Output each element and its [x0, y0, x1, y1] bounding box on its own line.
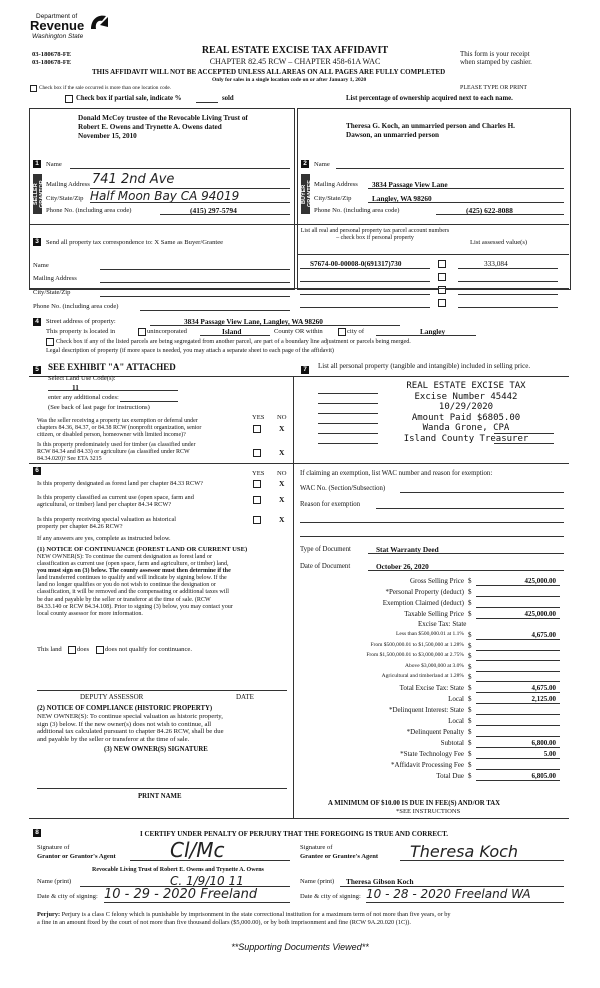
sold-label: sold	[222, 95, 234, 102]
calc-row	[300, 727, 564, 738]
calc-row	[300, 609, 564, 620]
calc-currency: $	[468, 652, 472, 661]
s6-q2-line1: Is this property classified as current use (open space, farm and	[37, 494, 194, 501]
section-6-divider	[29, 463, 569, 464]
calc-row	[300, 630, 564, 641]
section-7-number: 7	[301, 366, 309, 374]
calc-currency: $	[468, 738, 472, 747]
s6-q1: Is this property designated as forest land per chapter 84.33 RCW?	[37, 480, 203, 487]
seller-city-value[interactable]: Half Moon Bay CA 94019	[90, 189, 240, 203]
multi-location-label: Check box if the sale occurred is more than one location code.	[39, 85, 172, 91]
buyer-name-line1: Theresa G. Koch, an unmarried person and Charles H.	[346, 122, 515, 130]
calc-currency: $	[468, 716, 472, 725]
buyer-name-label: Name	[314, 161, 330, 168]
calc-row-label: From $1,500,000.01 to $3,000,000 at 2.75%	[366, 652, 464, 659]
grantor-signature[interactable]: Cl/Mc	[170, 838, 225, 862]
calc-currency: $	[468, 610, 472, 618]
perjury-text-2: a fine in an amount fixed by the court of not more than five thousand dollars ($5,000.00), or by both imprisonment and fine (RCW 9A.20.020 (1C)).	[37, 919, 411, 926]
s6-q3-line2: property per chapter 84.26 RCW?	[37, 523, 123, 530]
calc-currency: $	[468, 727, 472, 736]
print-note: PLEASE TYPE OR PRINT	[460, 85, 528, 91]
multi-location-checkbox[interactable]	[30, 85, 37, 92]
notice1-title: (1) NOTICE OF CONTINUANCE (FOREST LAND OR CURRENT USE)	[37, 546, 248, 553]
stamp-line-4: Amount Paid $6805.00	[411, 412, 521, 423]
parcel-4-personal-checkbox[interactable]	[438, 299, 446, 307]
receipt-note-2: when stamped by cashier.	[460, 58, 532, 66]
see-instructions: *SEE INSTRUCTIONS	[396, 808, 461, 815]
not-qualify-label: does not qualify for continuance.	[105, 646, 192, 653]
calc-row	[300, 716, 564, 727]
receipt-note-1: This form is your receipt	[460, 50, 530, 58]
minimum-note: A MINIMUM OF $10.00 IS DUE IN FEE(S) AND/OR TAX	[328, 800, 501, 807]
calc-currency: $	[468, 662, 472, 671]
s5-q2-line1: Is this property predominately used for timber (as classified under	[37, 442, 196, 448]
calc-currency: $	[468, 588, 472, 596]
grantor-date-label: Date & city of signing:	[37, 893, 98, 900]
perjury-label: Perjury:	[37, 911, 61, 918]
stamp-line-2: Excise Number 45442	[414, 391, 518, 402]
tax-calc-table	[300, 576, 564, 782]
section-2-number: 2	[301, 160, 309, 168]
pp-line-4	[318, 423, 378, 424]
grantor-date-city[interactable]: 10 - 29 - 2020 Freeland	[104, 887, 258, 902]
s6-q1-no-mark[interactable]: X	[279, 479, 285, 488]
section-3-number: 3	[33, 238, 41, 246]
street-underline	[150, 325, 400, 326]
calc-row-label: Above $3,000,000 at 3.0%	[405, 662, 464, 669]
calc-row-label: Taxable Selling Price	[404, 610, 464, 618]
notice1-body	[37, 554, 233, 618]
calc-currency: $	[468, 641, 472, 650]
s6-if-yes: If any answers are yes, complete as instructed below.	[37, 535, 171, 542]
notice2-title: (2) NOTICE OF COMPLIANCE (HISTORIC PROPERTY)	[37, 705, 213, 712]
s5-no-header: NO	[277, 414, 287, 421]
treasurer-stamp	[378, 381, 554, 444]
reason-field-3[interactable]	[300, 536, 564, 537]
assessed-field-4[interactable]	[458, 307, 558, 308]
calc-row-value[interactable]: 6,805.00	[531, 771, 556, 780]
deputy-signature-line[interactable]	[37, 690, 287, 691]
buyer-phone-underline	[436, 214, 564, 215]
supporting-docs: **Supporting Documents Viewed**	[231, 942, 369, 952]
section3-city-label: City/State/Zip	[33, 289, 71, 296]
calc-row-value[interactable]: 5.00	[543, 749, 556, 758]
new-owner-signature-line[interactable]	[37, 788, 287, 789]
calc-currency: $	[468, 749, 472, 758]
calc-row-label: *Affidavit Processing Fee	[391, 760, 464, 769]
calc-row-label: Gross Selling Price	[409, 577, 464, 585]
county-underline	[200, 335, 270, 336]
grantee-date-label: Date & city of signing:	[300, 893, 361, 900]
buyer-name-line2: Dawson, an unmarried person	[346, 131, 440, 139]
section-8-number: 8	[33, 829, 41, 837]
notice2-line: NEW OWNER(S): To continue special valuation as historic property,	[37, 713, 223, 720]
buyer-city-underline	[368, 202, 564, 203]
wac-field[interactable]	[400, 492, 564, 493]
s5-yes-header: YES	[252, 414, 265, 421]
calc-row-label: *Delinquent Interest: State	[388, 705, 464, 714]
section3-phone-label: Phone No. (including area code)	[33, 303, 119, 310]
middle-divider	[293, 376, 294, 818]
dept-line2: Revenue	[30, 18, 85, 33]
reason-field-1[interactable]	[376, 508, 564, 509]
stamp-line-3: 10/29/2020	[438, 402, 494, 412]
calc-row	[300, 760, 564, 771]
code-1: 03-180678-FE	[32, 51, 72, 58]
unincorporated-label: unincorporated	[147, 328, 187, 335]
seller-city-underline	[90, 202, 290, 203]
section-8-divider	[29, 818, 569, 819]
notice2-line: sign (3) below. If the new owner(s) does not wish to continue, all	[37, 720, 212, 728]
page-title: REAL ESTATE EXCISE TAX AFFIDAVIT	[201, 45, 389, 56]
section-4-number: 4	[33, 318, 41, 326]
certify-text: I CERTIFY UNDER PENALTY OF PERJURY THAT THE FOREGOING IS TRUE AND CORRECT.	[140, 830, 449, 838]
s5-q2-yes-checkbox[interactable]	[253, 449, 261, 457]
notice2-line: additional tax calculated pursuant to chapter 84.26 RCW, shall be due	[37, 728, 224, 736]
notice1-line: 84.33.140 or RCW 84.34.108). Prior to signing (3) below, you may contact your	[37, 603, 233, 610]
parcel-field-2[interactable]	[300, 281, 430, 282]
s5-q1-no-mark[interactable]: X	[279, 424, 285, 433]
assessed-field-3[interactable]	[458, 294, 558, 295]
s5-q2-no-mark[interactable]: X	[279, 448, 285, 457]
parcel-field-3[interactable]	[300, 294, 430, 295]
partial-sale-checkbox[interactable]	[65, 95, 73, 103]
dept-line1: Department of	[36, 13, 78, 20]
s6-q2-line2: agricultural, or timber) land per chapter 84.34 RCW?	[37, 501, 172, 508]
list-percentage-note: List percentage of ownership acquired next to each name.	[346, 95, 513, 102]
section-4-divider	[29, 288, 569, 289]
pp-line-1	[318, 393, 378, 394]
calc-currency: $	[468, 631, 472, 639]
notice-line: THIS AFFIDAVIT WILL NOT BE ACCEPTED UNLESS ALL AREAS ON ALL PAGES ARE FULLY COMPLETED	[92, 68, 446, 76]
s5-q2-line3: 84.34.020)? See ETA 3215	[37, 456, 102, 462]
grantee-print-label: Name (print)	[300, 878, 335, 885]
county-value[interactable]: Island	[222, 327, 242, 336]
calc-row-label: Exemption Claimed (deduct)	[382, 599, 464, 607]
pp-line-3	[318, 413, 378, 414]
calc-currency: $	[468, 599, 472, 607]
notice2-line: and payable by the seller or transferor at the time of sale.	[37, 735, 190, 743]
city-of-label: city of	[347, 328, 365, 335]
section3-mailing-label: Mailing Address	[33, 275, 77, 282]
street-value[interactable]: 3834 Passage View Lane, Langley, WA 98260	[184, 317, 323, 326]
city-underline	[376, 335, 476, 336]
notice2-body	[37, 713, 224, 743]
section3-name-field[interactable]	[100, 269, 290, 270]
land-does-checkbox[interactable]	[68, 646, 76, 654]
calc-currency: $	[468, 771, 472, 780]
buyer-mailing-underline	[368, 188, 564, 189]
dor-logo-icon	[88, 13, 110, 33]
buyer-side-label: BUYER GRANTEE	[301, 174, 310, 214]
s5-q1-line3: citizen, or disabled person, homeowner with limited income)?	[37, 432, 186, 438]
wac-label: WAC No. (Section/Subsection)	[300, 485, 386, 492]
doc-type-value[interactable]: Stat Warranty Deed	[376, 545, 439, 554]
additional-codes-field[interactable]	[120, 401, 178, 402]
section3-city-field[interactable]	[100, 296, 290, 297]
street-label: Street address of property:	[46, 318, 116, 325]
code-2: 03-180678-FE	[32, 59, 72, 66]
calc-row-value[interactable]: 425,000.00	[524, 610, 556, 618]
pp-line-5	[318, 433, 378, 434]
exhibit-text: SEE EXHIBIT "A" ATTACHED	[48, 362, 176, 372]
partial-sale-percent-field[interactable]	[196, 102, 218, 103]
calc-row	[300, 771, 564, 782]
pp-line-2	[318, 403, 378, 404]
calc-row	[300, 641, 564, 652]
calc-row-label: Local	[448, 716, 464, 725]
calc-row	[300, 683, 564, 694]
code-underline	[48, 390, 178, 391]
seller-mailing-label: Mailing Address	[46, 181, 90, 188]
doc-date-value[interactable]: October 26, 2020	[376, 562, 429, 571]
s6-q2-no-mark[interactable]: X	[279, 495, 285, 504]
buyer-name-underline	[336, 168, 564, 169]
doc-type-label: Type of Document	[300, 546, 351, 553]
pp-line-6r	[494, 443, 554, 444]
grantor-sig-underline	[130, 860, 290, 861]
parcel-field-4[interactable]	[300, 307, 430, 308]
calc-row-label: *Personal Property (deduct)	[385, 588, 464, 596]
assessed-field-2[interactable]	[458, 281, 558, 282]
grantee-signature[interactable]: Theresa Koch	[410, 842, 519, 861]
county-or-label: County OR within	[274, 328, 323, 335]
calc-row-label: Subtotal	[440, 738, 464, 747]
notice1-line: classification, it will be removed and the compensating or additional taxes will	[37, 589, 229, 596]
see-back-label: (See back of last page for instructions)	[48, 404, 150, 411]
calc-row-label: Agricultural and timberland at 1.28%	[381, 673, 464, 680]
calc-currency: $	[468, 705, 472, 714]
grantee-date-underline	[366, 902, 564, 903]
parcel-number[interactable]: S7674-00-00008-0(691317)730	[310, 260, 402, 268]
calc-row-label: *State Technology Fee	[400, 749, 464, 758]
s6-q3-line1: Is this property receiving special valuation as historical	[37, 516, 177, 523]
buyer-mailing-label: Mailing Address	[314, 181, 358, 188]
calc-row	[300, 651, 564, 662]
notice1-line: you must sign on (3) below. The county assessor must then determine if the	[37, 568, 231, 575]
reason-field-2[interactable]	[300, 522, 564, 523]
seller-phone-value[interactable]: (415) 297-5794	[190, 206, 237, 215]
section-1-number: 1	[33, 160, 41, 168]
additional-codes-label: enter any additional codes:	[48, 394, 119, 401]
buyer-mailing-value[interactable]: 3834 Passage View Lane	[372, 180, 448, 189]
stamp-line-5: Wanda Grone, CPA	[422, 423, 510, 433]
assessed-value[interactable]: 333,084	[484, 259, 508, 268]
section-6-number: 6	[33, 467, 41, 475]
city-value[interactable]: Langley	[420, 327, 446, 336]
s5-q1-line2: chapters 84.36, 84.37, or 84.38 RCW (nonprofit organization, senior	[37, 425, 202, 431]
assessed-underline-1	[458, 268, 558, 269]
seller-name-underline	[70, 168, 290, 169]
parcel-underline-1	[300, 268, 430, 269]
print-name-label: PRINT NAME	[138, 793, 182, 800]
seller-name-line3: November 15, 2010	[78, 132, 137, 140]
pp-line-6	[318, 443, 378, 444]
grantee-agent-label: Grantee or Grantee's Agent	[300, 853, 379, 860]
pp-line-5r	[494, 433, 554, 434]
list-parcels-label: List all real and personal property tax parcel account numbers – check box if personal property	[300, 228, 450, 242]
new-owner-signature-label: (3) NEW OWNER(S) SIGNATURE	[104, 746, 208, 753]
land-not-qualify-checkbox[interactable]	[96, 646, 104, 654]
select-code-label: Select Land Use Code(s):	[48, 375, 116, 382]
perjury-text-1: Perjury is a class C felony which is punishable by imprisonment in the state correctional institution for a maximum term of not more than five years, or by	[61, 911, 451, 918]
s6-q3-no-mark[interactable]: X	[279, 515, 285, 524]
calc-row-label: From $500,000.01 to $1,500,000 at 1.28%	[370, 641, 464, 648]
seller-city-label: City/State/Zip	[46, 195, 84, 202]
dept-line3: Washington State	[32, 33, 84, 40]
grantee-date-city[interactable]: 10 - 28 - 2020 Freeland WA	[366, 887, 531, 901]
grantee-print-value[interactable]: Theresa Gibson Koch	[346, 877, 414, 886]
seller-side-label: SELLER GRANTOR	[33, 174, 42, 214]
stamp-line-6: Island County Treasurer	[403, 433, 529, 444]
unincorporated-checkbox[interactable]	[138, 328, 146, 336]
grantor-date-underline	[104, 902, 290, 903]
notice1-line: NEW OWNER(S): To continue the current designation as forest land or	[37, 554, 213, 560]
grantor-print-typed: Revocable Living Trust of Robert E. Owens and Trynette A. Owens	[92, 867, 264, 873]
section3-name-label: Name	[33, 262, 49, 269]
perjury-line-1	[37, 911, 567, 919]
s5-q2-line2: RCW 84.34 and 84.33) or agriculture (as classified under RCW	[37, 449, 190, 455]
seller-phone-underline	[160, 214, 290, 215]
perjury-block	[37, 911, 567, 927]
calc-row	[300, 576, 564, 587]
segregated-label: Check box if any of the listed parcels are being segregated from another parcel, are part of a boundary line adjustment or parcels being merged.	[56, 338, 411, 345]
parcel-header-underline	[297, 254, 569, 255]
parcel-2-personal-checkbox[interactable]	[438, 273, 446, 281]
reason-label: Reason for exemption	[300, 501, 361, 508]
calc-row-label: Local	[448, 694, 464, 703]
dor-logo	[30, 13, 120, 47]
chapter-line: CHAPTER 82.45 RCW – CHAPTER 458-61A WAC	[209, 57, 381, 66]
send-correspondence: Send all property tax correspondence to: X Same as Buyer/Grantee	[46, 239, 224, 246]
calc-row-value[interactable]: 2,125.00	[531, 694, 556, 703]
seller-phone-label: Phone No. (including area code)	[46, 207, 132, 214]
list-assessed-label: List assessed value(s)	[470, 239, 528, 246]
calc-currency: $	[468, 673, 472, 682]
land-use-code[interactable]: 11	[72, 383, 79, 392]
personal-property-label: List all personal property (tangible and intangible) included in selling price.	[318, 362, 531, 370]
this-land-label: This land	[37, 646, 62, 653]
notice1-line: land transferred continues to qualify and will indicate by signing below. If the	[37, 575, 227, 582]
s6-q1-yes-checkbox[interactable]	[253, 480, 261, 488]
excise-state-label: Excise Tax: State	[418, 620, 467, 628]
buyer-phone-label: Phone No. (including area code)	[314, 207, 400, 214]
notice1-line: be due and payable by the seller or transferor at the time of sale. (RCW	[37, 596, 211, 603]
buyer-city-label: City/State/Zip	[314, 195, 352, 202]
calc-row-value[interactable]: 4,675.00	[531, 631, 556, 639]
only-for-line: Only for sales in a single location code on or after January 1, 2020	[212, 77, 367, 83]
grantor-agent-label: Grantor or Grantor's Agent	[37, 853, 116, 860]
s6-yes-header: YES	[252, 470, 265, 477]
calc-row-label: Less than $500,000.01 at 1.1%	[396, 631, 464, 637]
calc-row	[300, 662, 564, 673]
calc-row-label: Total Excise Tax: State	[399, 683, 464, 692]
doc-date-underline	[368, 570, 564, 571]
seller-name-line2: Robert E. Owens and Trynette A. Owens dated	[78, 123, 222, 131]
located-text: This property is located in	[46, 328, 116, 335]
calc-currency: $	[468, 760, 472, 769]
buyer-phone-value[interactable]: (425) 622-8088	[466, 206, 513, 215]
calc-row	[300, 738, 564, 749]
calc-row	[300, 587, 564, 598]
grantor-print-label: Name (print)	[37, 878, 72, 885]
calc-row-value[interactable]: 425,000.00	[524, 577, 556, 585]
section3-mailing-field[interactable]	[100, 282, 290, 283]
grantee-sig-underline	[400, 860, 564, 861]
s6-q3-yes-checkbox[interactable]	[253, 516, 261, 524]
calc-currency: $	[468, 683, 472, 692]
legal-description-label: Legal description of property (if more space is needed, you may attach a separate sheet to each page of the affidavit)	[46, 347, 334, 354]
grantee-sig-label: Signature of	[300, 844, 333, 851]
grantor-sig-label: Signature of	[37, 844, 70, 851]
notice1-line: local county assessor for more information.	[37, 610, 143, 617]
s6-q2-yes-checkbox[interactable]	[253, 496, 261, 504]
notice1-line: land no longer qualifies or you do not wish to continue the designation or	[37, 582, 216, 589]
exemption-label: If claiming an exemption, list WAC number and reason for exemption:	[300, 470, 493, 477]
calc-currency: $	[468, 577, 472, 585]
stamp-line-1: REAL ESTATE EXCISE TAX	[406, 381, 526, 391]
calc-row-label: *Delinquent Penalty	[406, 727, 464, 736]
section3-phone-field[interactable]	[140, 310, 290, 311]
calc-currency: $	[468, 694, 472, 703]
calc-row	[300, 694, 564, 705]
date-label: DATE	[236, 693, 254, 701]
s6-no-header: NO	[277, 470, 287, 477]
segregated-checkbox[interactable]	[46, 338, 54, 346]
calc-row	[300, 672, 564, 683]
calc-row-value[interactable]: 6,800.00	[531, 738, 556, 747]
s5-q1-line1: Was the seller receiving a property tax exemption or deferral under	[37, 418, 198, 424]
calc-row	[300, 749, 564, 760]
seller-name-line1: Donald McCoy trustee of the Revocable Living Trust of	[78, 114, 248, 122]
city-checkbox[interactable]	[338, 328, 346, 336]
calc-row-label: Total Due	[436, 771, 464, 780]
doc-date-label: Date of Document	[300, 563, 351, 570]
section-5-number: 5	[33, 366, 41, 374]
calc-row-value[interactable]: 4,675.00	[531, 683, 556, 692]
s5-q1-yes-checkbox[interactable]	[253, 425, 261, 433]
calc-row	[300, 705, 564, 716]
notice1-line: classification as current use (open space, farm and agriculture, or timber) land,	[37, 561, 229, 568]
parcel-1-personal-checkbox[interactable]	[438, 260, 446, 268]
deputy-label: DEPUTY ASSESSOR	[80, 693, 144, 701]
does-label: does	[77, 646, 90, 653]
grantor-print-hand[interactable]: C. 1/9/10 11	[170, 874, 244, 888]
section-3-divider	[29, 224, 569, 225]
seller-name-label: Name	[46, 161, 62, 168]
calc-row	[300, 598, 564, 609]
partial-sale-label: Check box if partial sale, indicate %	[76, 95, 182, 102]
seller-mailing-value[interactable]: 741 2nd Ave	[92, 172, 175, 187]
buyer-city-value[interactable]: Langley, WA 98260	[372, 194, 432, 203]
doc-type-underline	[368, 553, 564, 554]
